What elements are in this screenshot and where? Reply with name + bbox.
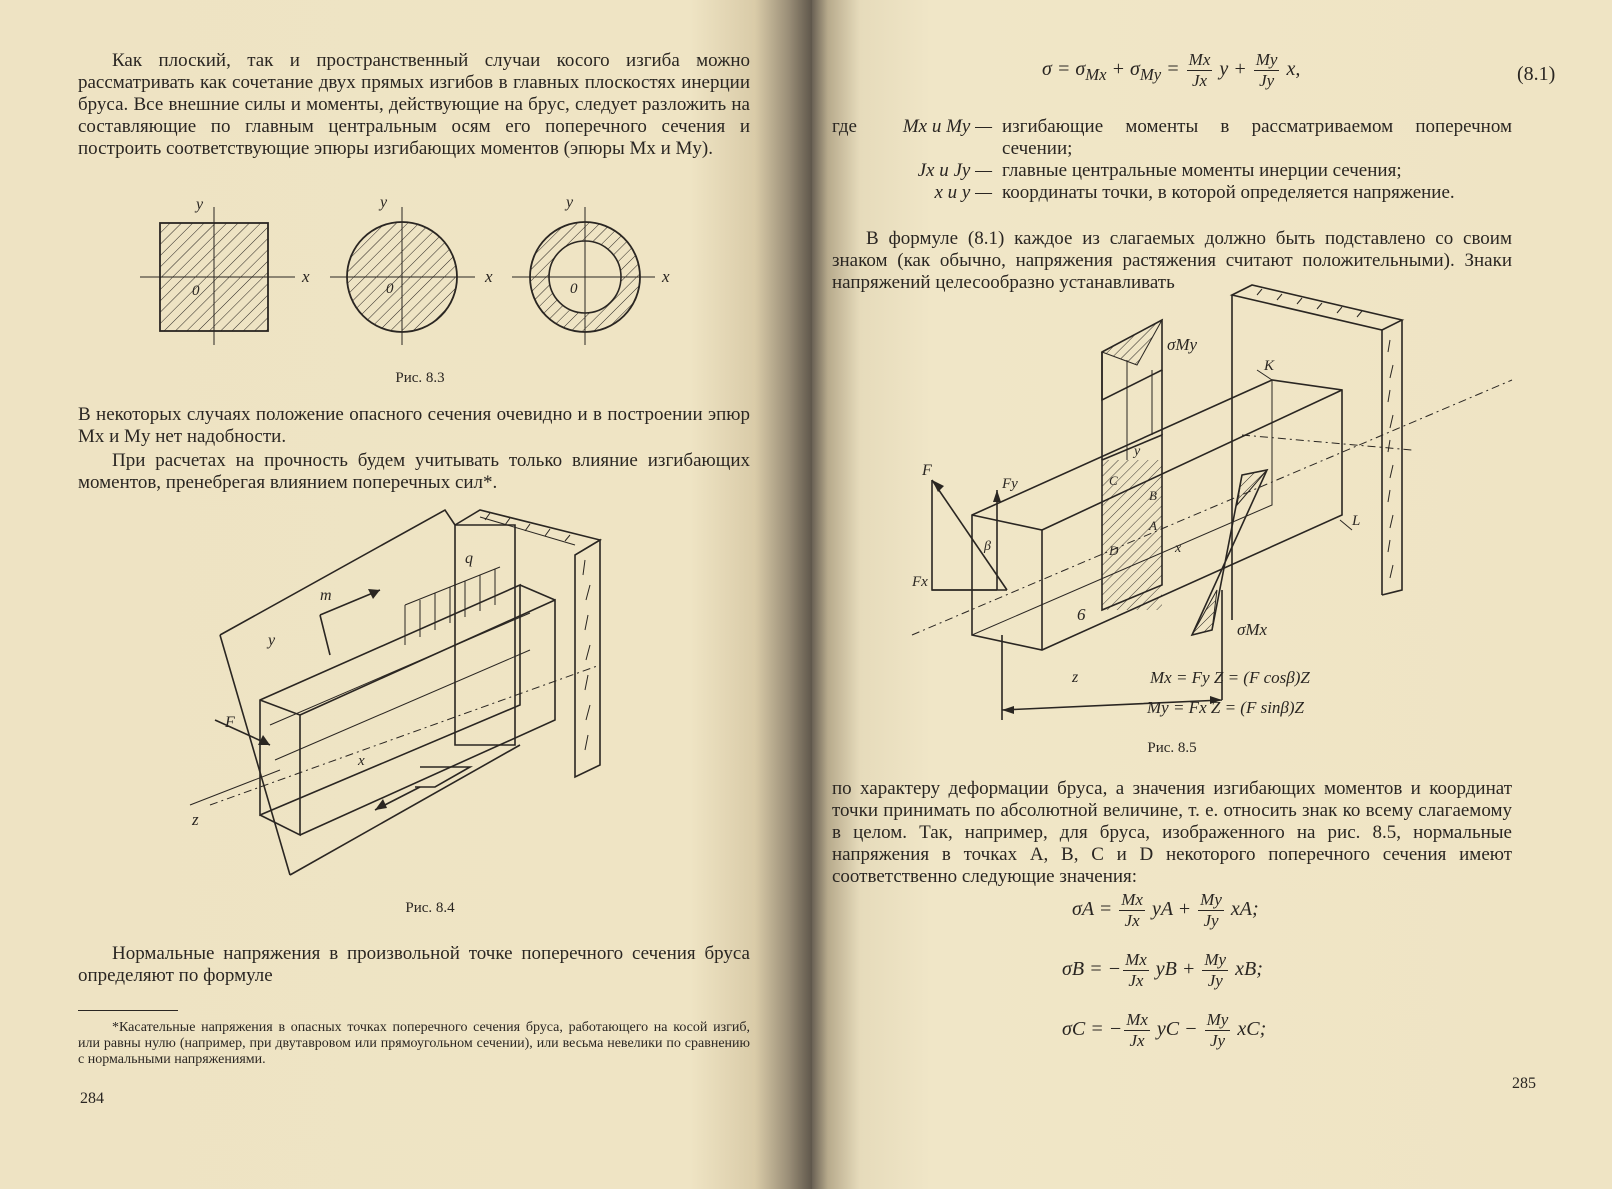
page-number-right: 285 (1512, 1075, 1536, 1092)
figure-8-5 (912, 290, 1522, 730)
fig83-y-label-2: y (380, 194, 388, 211)
fig85-y-label: y (1134, 444, 1141, 459)
formula-lhs: σ = σ (1042, 58, 1086, 81)
figure-8-5-caption: Рис. 8.5 (1147, 740, 1197, 756)
fig85-z-label: z (1072, 669, 1079, 686)
fig85-D-label: D (1109, 543, 1119, 558)
figure-8-4 (180, 505, 620, 895)
fig85-F-label: F (922, 462, 932, 479)
page-number-left: 284 (80, 1090, 104, 1107)
fig84-z-label: z (192, 810, 199, 829)
right-page (812, 0, 1612, 1189)
formula-frac-2: $\frac{My}{Jy}$ (1255, 50, 1278, 90)
fig84-x-label: x (358, 753, 365, 769)
formula-eq: = (1161, 58, 1185, 81)
fig83-o-label-1: 0 (192, 283, 200, 299)
figure-8-3-caption: Рис. 8.3 (395, 370, 445, 386)
fig85-formula-2: My = Fx Z = (F sinβ)Z (1147, 698, 1305, 717)
fig85-A-label: A (1149, 518, 1157, 533)
fig85-sMx-label: σMx (1237, 620, 1268, 639)
fig85-six-label: 6 (1077, 605, 1086, 624)
right-paragraph-2: по характеру деформации бруса, а значения изгибающих моментов и координат точки принимать по абсолютной величине, т. е. относить знак ко всему слагаемому в целом. Так, например, для бруса, изображенного на рис. 8.5, нормальные напряжения в точках A, B, C и D некоторого поперечного сечения имеют соответственно следующие значения: (832, 778, 1512, 887)
formula-v2: x, (1281, 58, 1301, 81)
fig83-o-label-2: 0 (386, 281, 394, 297)
right-paragraph-1: В формуле (8.1) каждое из слагаемых должно быть подставлено со своим знаком (как обычно, напряжения растяжения считают положительными). Знаки напряжений целесообразно устанавливать (832, 228, 1512, 293)
fig85-sMy-label: σMy (1167, 335, 1198, 354)
figure-8-4-caption: Рис. 8.4 (405, 900, 455, 916)
legend-text-2: главные центральные моменты инерции сечения; (1002, 160, 1402, 181)
legend-text-3: координаты точки, в которой определяется напряжение. (1002, 182, 1455, 203)
fig85-B-label: B (1149, 488, 1157, 503)
formula-number: (8.1) (1517, 63, 1556, 85)
figure-8-3 (130, 195, 690, 355)
left-paragraph-1: Как плоский, так и пространственный случаи косого изгиба можно рассматривать как сочетание двух прямых изгибов в главных плоскостях инерции бруса. Все внешние силы и моменты, действующие на брус, следует разложить на составляющие по главным центральным осям его поперечного сечения и построить соответствующие эпюры изгибающих моментов (эпюры Mx и My). (78, 50, 750, 159)
legend-sym-2: Jx и Jy — (917, 160, 992, 181)
fig84-q-label: q (465, 550, 473, 567)
fig85-beta-label: β (984, 539, 991, 554)
fig84-y-label: y (268, 632, 276, 649)
fig84-F-label: F (225, 714, 235, 731)
formula-frac-1: $\frac{Mx}{Jx}$ (1188, 50, 1211, 90)
left-paragraph-4: Нормальные напряжения в произвольной точке поперечного сечения бруса определяют по формуле (78, 943, 750, 986)
legend-text-1: изгибающие моменты в рассматриваемом поперечном сечении; (1002, 116, 1512, 159)
equation-sigma-a: σA = $\frac{Mx}{Jx}$ yA + $\frac{My}{Jy}$ xA; (1072, 890, 1259, 930)
fig83-y-label-1: y (196, 196, 204, 213)
fig83-y-label-3: y (566, 194, 574, 211)
fig85-Fy-label: Fy (1002, 476, 1018, 492)
legend-sym-1: Mx и My — (902, 116, 992, 137)
equation-sigma-b: σB = − $\frac{Mx}{Jx}$ yB + $\frac{My}{Jy}$ xB; (1062, 950, 1263, 990)
fig83-o-label-3: 0 (570, 281, 578, 297)
footnote-rule (78, 1010, 178, 1011)
equation-sigma-c: σC = − $\frac{Mx}{Jx}$ yC − $\frac{My}{Jy}$ xC; (1062, 1010, 1267, 1050)
fig83-x-label-3: x (662, 267, 670, 286)
fig83-x-label-2: x (485, 267, 493, 286)
formula-sub2: My (1139, 65, 1162, 85)
left-paragraph-2: В некоторых случаях положение опасного сечения очевидно и в построении эпюр Mx и My нет надобности. (78, 404, 750, 447)
formula-plus: + σ (1106, 58, 1140, 81)
legend-sym-3: x и y — (934, 182, 992, 203)
fig85-L-label: L (1352, 513, 1361, 529)
where-label: где (832, 116, 857, 137)
fig84-m-label: m (320, 587, 332, 604)
fig85-x-label: x (1175, 541, 1182, 556)
formula-8-1 (1042, 50, 1300, 91)
fig85-C-label: C (1109, 473, 1118, 488)
fig85-K-label: K (1264, 358, 1275, 374)
formula-sub1: Mx (1085, 65, 1107, 85)
footnote: *Касательные напряжения в опасных точках поперечного сечения бруса, работающего на косой изгиб, или равны нулю (например, при двутавровом или прямоугольном сечении), или весьма невелики по сравнению с нормальными напряжениями. (78, 1020, 750, 1067)
left-paragraph-3: При расчетах на прочность будем учитывать только влияние изгибающих моментов, пренебрегая влиянием поперечных сил*. (78, 450, 750, 493)
fig85-Fx-label: Fx (912, 574, 928, 590)
formula-v1: y + (1214, 58, 1252, 81)
fig83-x-label-1: x (302, 267, 310, 286)
fig85-formula-1: Mx = Fy Z = (F cosβ)Z (1150, 668, 1310, 687)
